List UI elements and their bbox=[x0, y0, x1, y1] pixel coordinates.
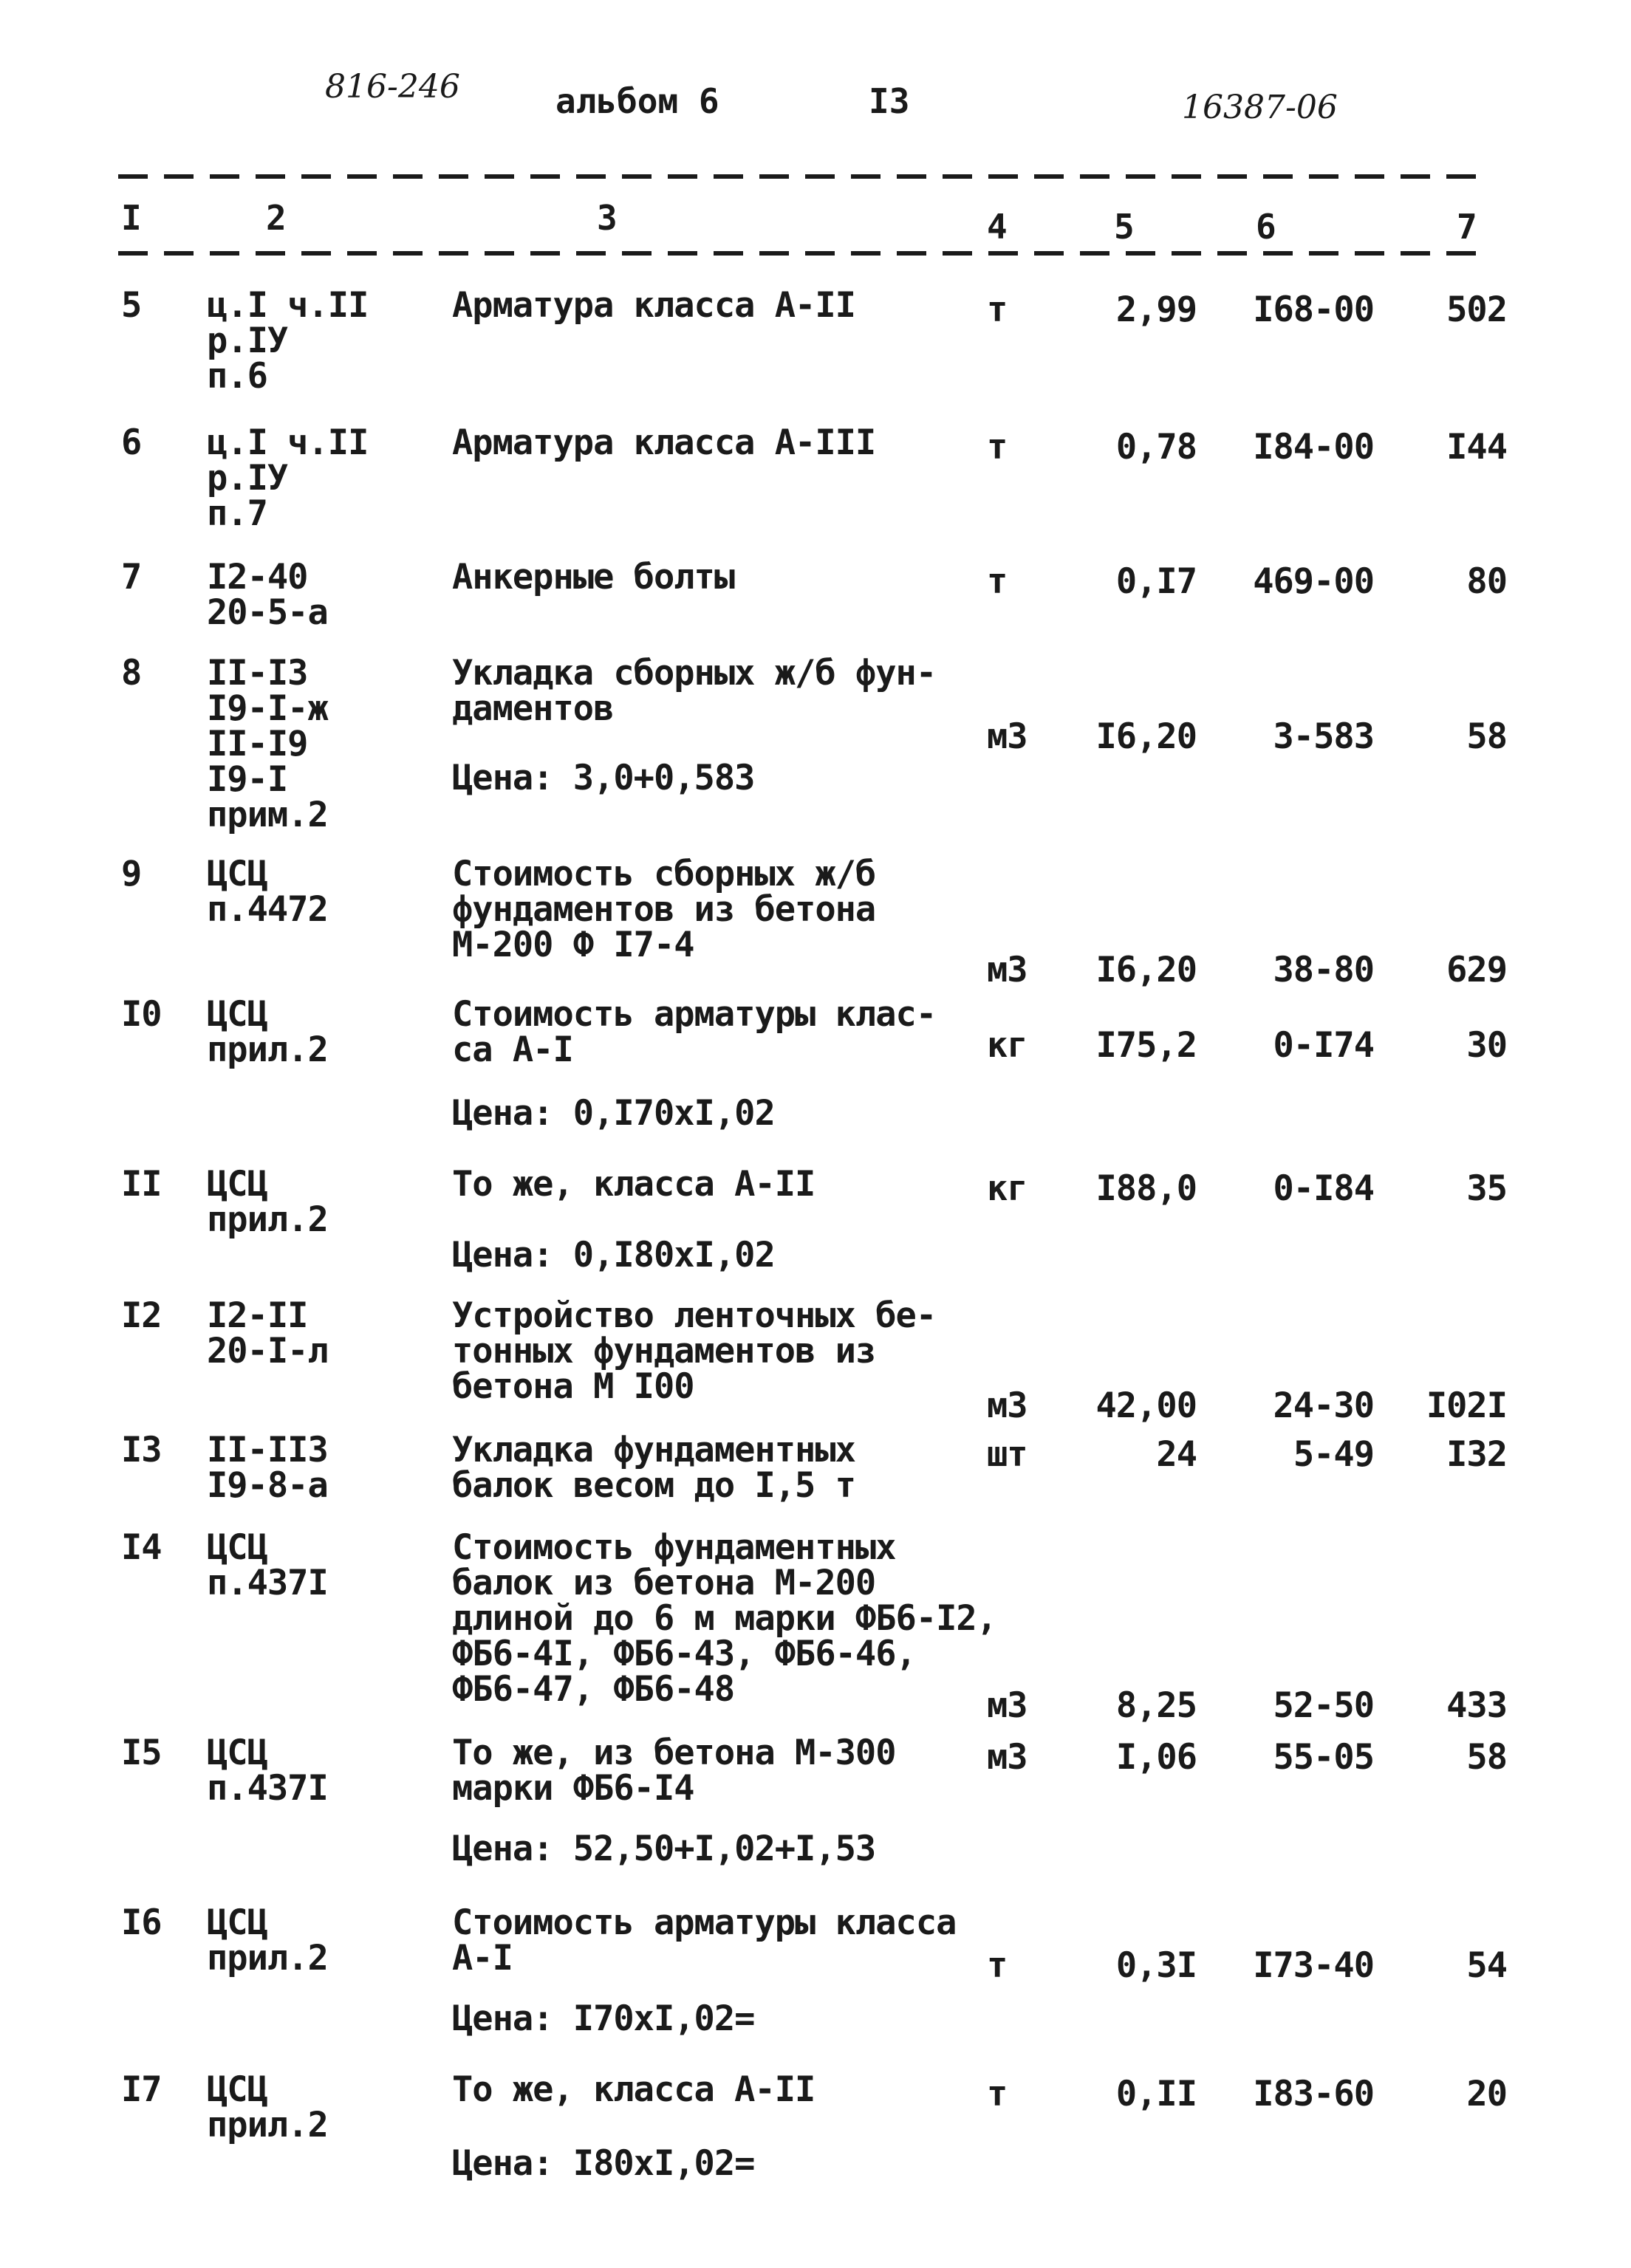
total-cost: 433 bbox=[1446, 1685, 1507, 1726]
unit-of-measure: т bbox=[987, 561, 1008, 602]
norm-reference: I2-II 20-I-л bbox=[207, 1295, 328, 1371]
norm-reference: ЦСЦ п.437I bbox=[207, 1527, 328, 1603]
unit-price: 469-00 bbox=[1253, 561, 1374, 602]
row-number: I3 bbox=[121, 1430, 162, 1470]
unit-of-measure: м3 bbox=[987, 950, 1028, 990]
total-cost: I44 bbox=[1446, 427, 1507, 467]
column-header-6: 6 bbox=[1256, 207, 1276, 247]
total-cost: I02I bbox=[1426, 1385, 1507, 1426]
work-description: То же, класса А-II bbox=[452, 1164, 816, 1205]
row-number: 5 bbox=[121, 285, 142, 326]
column-header-3: 3 bbox=[597, 198, 618, 238]
quantity: 0,3I bbox=[1115, 1945, 1197, 1986]
unit-of-measure: м3 bbox=[987, 1685, 1028, 1726]
norm-reference: ЦСЦ прил.2 bbox=[207, 1902, 328, 1978]
page-number: I3 bbox=[869, 81, 910, 121]
unit-of-measure: т bbox=[987, 290, 1008, 330]
norm-reference: ЦСЦ прил.2 bbox=[207, 2069, 328, 2145]
unit-price: 5-49 bbox=[1293, 1434, 1374, 1475]
row-number: 8 bbox=[121, 653, 142, 693]
row-number: 7 bbox=[121, 557, 142, 597]
unit-price: I84-00 bbox=[1253, 427, 1374, 467]
quantity: 42,00 bbox=[1095, 1385, 1197, 1426]
unit-price: I83-60 bbox=[1253, 2074, 1374, 2114]
row-number: I2 bbox=[121, 1295, 162, 1336]
price-note: Цена: 52,50+I,02+I,53 bbox=[452, 1829, 876, 1869]
price-note: Цена: 0,I80хI,02 bbox=[452, 1235, 775, 1275]
norm-reference: ЦСЦ п.4472 bbox=[207, 854, 328, 930]
unit-of-measure: т bbox=[987, 427, 1008, 467]
work-description: Стоимость фундаментных балок из бетона М-200 длиной до 6 м марки ФБ6-I2, ФБ6-4I, ФБ6-43, ФБ6-46, ФБ6-47, ФБ6-48 bbox=[452, 1527, 997, 1710]
work-description: То же, класса А-II bbox=[452, 2069, 816, 2110]
header-top-dashed-rule bbox=[118, 174, 1477, 179]
column-header-7: 7 bbox=[1457, 207, 1477, 247]
total-cost: 58 bbox=[1466, 1737, 1507, 1778]
unit-of-measure: т bbox=[987, 1945, 1008, 1986]
work-description: Стоимость арматуры клас- са А-I bbox=[452, 994, 937, 1070]
work-description: Стоимость арматуры класса А-I bbox=[452, 1902, 957, 1978]
work-description: Укладка фундаментных балок весом до I,5 т bbox=[452, 1430, 855, 1506]
work-description: Устройство ленточных бе- тонных фундаментов из бетона М I00 bbox=[452, 1295, 937, 1407]
work-description: Стоимость сборных ж/б фундаментов из бетона М-200 Ф I7-4 bbox=[452, 854, 876, 965]
price-note: Цена: I80хI,02= bbox=[452, 2143, 755, 2184]
total-cost: 20 bbox=[1466, 2074, 1507, 2114]
quantity: I6,20 bbox=[1095, 950, 1197, 990]
total-cost: 58 bbox=[1466, 716, 1507, 757]
unit-price: 24-30 bbox=[1273, 1385, 1374, 1426]
row-number: I6 bbox=[121, 1902, 162, 1943]
row-number: I7 bbox=[121, 2069, 162, 2110]
total-cost: 30 bbox=[1466, 1025, 1507, 1066]
work-description: То же, из бетона М-300 марки ФБ6-I4 bbox=[452, 1733, 896, 1809]
norm-reference: II-I3 I9-I-ж II-I9 I9-I прим.2 bbox=[207, 653, 328, 835]
column-header-2: 2 bbox=[266, 198, 287, 238]
quantity: 8,25 bbox=[1115, 1685, 1197, 1726]
total-cost: 80 bbox=[1466, 561, 1507, 602]
quantity: I,06 bbox=[1115, 1737, 1197, 1778]
unit-price: 0-I74 bbox=[1273, 1025, 1374, 1066]
quantity: 0,II bbox=[1115, 2074, 1197, 2114]
norm-reference: ЦСЦ прил.2 bbox=[207, 1164, 328, 1240]
quantity: I6,20 bbox=[1095, 716, 1197, 757]
unit-of-measure: кг bbox=[987, 1168, 1028, 1209]
unit-of-measure: т bbox=[987, 2074, 1008, 2114]
document-code-left: 816-246 bbox=[325, 68, 460, 106]
column-header-4: 4 bbox=[987, 207, 1008, 247]
price-note: Цена: 3,0+0,583 bbox=[452, 758, 755, 798]
quantity: I75,2 bbox=[1095, 1025, 1197, 1066]
row-number: II bbox=[121, 1164, 162, 1205]
unit-price: 3-583 bbox=[1273, 716, 1374, 757]
unit-price: 52-50 bbox=[1273, 1685, 1374, 1726]
total-cost: 502 bbox=[1446, 290, 1507, 330]
unit-of-measure: м3 bbox=[987, 716, 1028, 757]
album-label: альбом 6 bbox=[555, 81, 719, 121]
norm-reference: ЦСЦ прил.2 bbox=[207, 994, 328, 1070]
unit-price: 38-80 bbox=[1273, 950, 1374, 990]
row-number: 6 bbox=[121, 422, 142, 463]
norm-reference: II-II3 I9-8-а bbox=[207, 1430, 328, 1506]
norm-reference: ц.I ч.II р.IУ п.7 bbox=[207, 422, 369, 534]
price-note: Цена: I70хI,02= bbox=[452, 1998, 755, 2039]
norm-reference: ц.I ч.II р.IУ п.6 bbox=[207, 285, 369, 397]
total-cost: 629 bbox=[1446, 950, 1507, 990]
quantity: 0,I7 bbox=[1115, 561, 1197, 602]
work-description: Анкерные болты bbox=[452, 557, 735, 597]
document-code-right: 16387-06 bbox=[1182, 89, 1338, 126]
header-bottom-dashed-rule bbox=[118, 251, 1477, 256]
work-description: Арматура класса А-III bbox=[452, 422, 876, 463]
work-description: Укладка сборных ж/б фун- даментов bbox=[452, 653, 937, 729]
quantity: 0,78 bbox=[1115, 427, 1197, 467]
norm-reference: I2-40 20-5-а bbox=[207, 557, 328, 633]
column-header-5: 5 bbox=[1114, 207, 1135, 247]
unit-price: 55-05 bbox=[1273, 1737, 1374, 1778]
quantity: 24 bbox=[1156, 1434, 1197, 1475]
unit-of-measure: м3 bbox=[987, 1385, 1028, 1426]
total-cost: 54 bbox=[1466, 1945, 1507, 1986]
quantity: I88,0 bbox=[1095, 1168, 1197, 1209]
price-note: Цена: 0,I70хI,02 bbox=[452, 1093, 775, 1134]
unit-price: I73-40 bbox=[1253, 1945, 1374, 1986]
row-number: I4 bbox=[121, 1527, 162, 1568]
row-number: I0 bbox=[121, 994, 162, 1035]
total-cost: I32 bbox=[1446, 1434, 1507, 1475]
unit-price: 0-I84 bbox=[1273, 1168, 1374, 1209]
total-cost: 35 bbox=[1466, 1168, 1507, 1209]
unit-of-measure: кг bbox=[987, 1025, 1028, 1066]
row-number: 9 bbox=[121, 854, 142, 894]
unit-of-measure: шт bbox=[987, 1434, 1028, 1475]
unit-price: I68-00 bbox=[1253, 290, 1374, 330]
column-header-1: I bbox=[121, 198, 142, 238]
unit-of-measure: м3 bbox=[987, 1737, 1028, 1778]
row-number: I5 bbox=[121, 1733, 162, 1773]
norm-reference: ЦСЦ п.437I bbox=[207, 1733, 328, 1809]
work-description: Арматура класса А-II bbox=[452, 285, 855, 326]
quantity: 2,99 bbox=[1115, 290, 1197, 330]
